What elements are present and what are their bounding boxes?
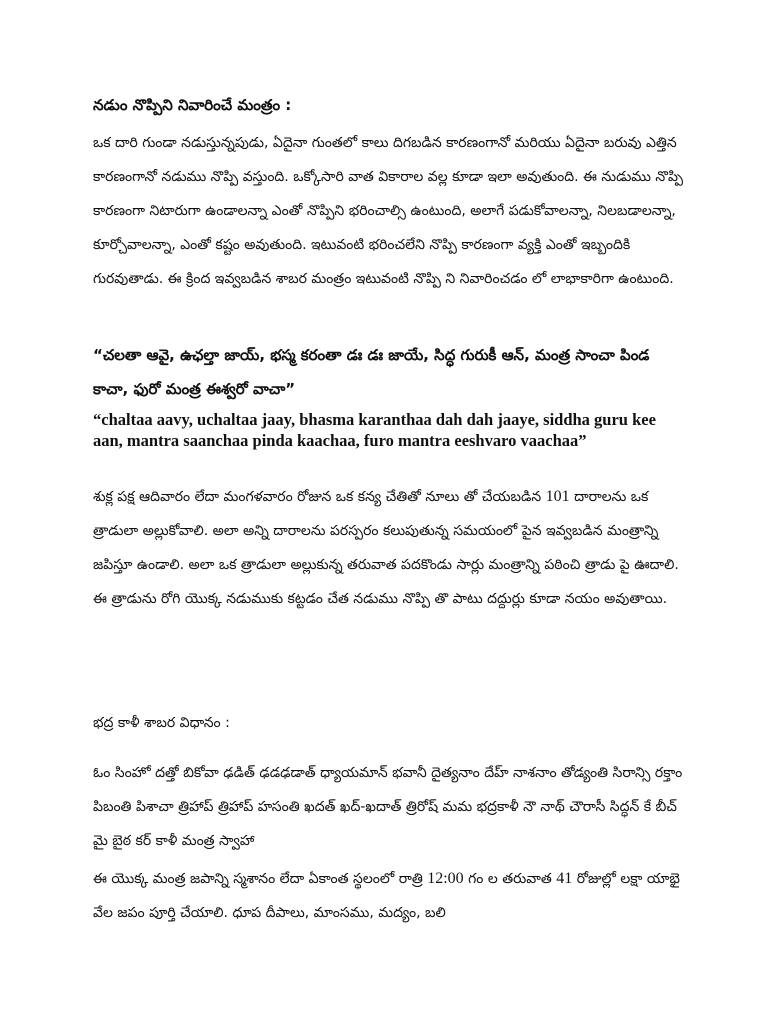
paragraph-back-pain-intro: ఒక దారి గుండా నడుస్తున్నపుడు, ఏదైనా గుంతలో కాలు దిగబడిన కారణంగానో మరియు ఏదైనా బరువు ఎత్తిన కారణంగానో నడుము నొప్పి వస్తుంది. ఒక్కోసారి వాత వికారాల వల్ల కూడా ఇలా అవుతుంది. ఈ నుడుము నొప్పి కారణంగా నిటారుగా ఉండాలన్నా ఎంతో నొప్పిని భరించాల్సి ఉంటుంది, అలాగే పడుకోవాలన్నా, నిలబడాలన్నా, కూర్చోవాలన్నా, ఎంతో కష్టం అవుతుంది. ఇటువంటి భరించలేని నొప్పి కారణంగా వ్యక్తి ఎంతో ఇబ్బందికి గురవుతాడు. ఈ క్రింద ఇవ్వబడిన శాబర మంత్రం ఇటువంటి నొప్పి ని నివారించడం లో లాభాకారిగా ఉంటుంది. (93, 135, 684, 287)
paragraph-japa-instructions (93, 862, 687, 930)
section-heading-back-pain-mantra: నడుం నొప్పిని నివారించే మంత్రం : (93, 96, 292, 114)
paragraph-japa-text-a: ఈ యొక్క మంత్ర జపాన్ని స్మశానం లేదా ఏకాంత స్థలంలో రాత్రి (93, 871, 428, 887)
paragraph-japa-text-c: రోజుల్లో లక్షా యాభై వేల జపం పూర్తి చేయాలి. ధూప దీపాలు, మాంసము, మద్యం, బలి (93, 871, 680, 921)
paragraph-japa-text-b: గం ల తరువాత (463, 871, 557, 887)
paragraph-thread-ritual-text-b: దారాలను ఒక త్రాడులా అల్లుకోవాలి. అలా అన్ని దారాలను పరస్పరం కలుపుతున్న సమయంలో పైన ఇవ్వబడిన మంత్రాన్ని జపిస్తూ ఉండాలి. అలా ఒక త్రాడులా అల్లుకున్న తరువాత పదకొండు సార్లు మంత్రాన్ని పఠించి త్రాడు పై ఊదాలి. ఈ త్రాడును రోగి యొక్క నడుముకు కట్టడం చేత నడుము నొప్పి తొ పాటు దద్దుర్లు కూడా నయం అవుతాయి. (93, 489, 679, 607)
thread-count-number: 101 (545, 488, 570, 505)
section-heading-bhadrakali-method: భద్ర కాళీ శాబర విధానం : (93, 715, 230, 731)
mantra-telugu-text: “చలతా ఆవై, ఉఛల్తా జాయ్, భస్మ కరంతా డః డః జాయే, సిద్ధ గురుకీ ఆన్, మంత్ర సాంచా పిండ కాచా, ఫురో మంత్ర ఈశ్వరో వాచా” (93, 346, 650, 398)
mantra-transliteration-text: “chaltaa aavy, uchaltaa jaay, bhasma karanthaa dah dah jaaye, siddha guru kee aan, mantra saanchaa pinda kaachaa, furo mantra eeshvaro vaachaa” (93, 410, 656, 450)
paragraph-thread-ritual-text-a: శుక్ల పక్ష ఆదివారం లేదా మంగళవారం రోజున ఒక కన్య చేతితో నూలు తో చేయబడిన (93, 489, 546, 505)
japa-time-value: 12:00 (427, 870, 464, 887)
japa-days-value: 41 (556, 870, 573, 887)
paragraph-thread-ritual (93, 480, 687, 616)
bhadrakali-mantra-text: ఓం సింహో దత్తో బికోవా ఢడిత్ ఢడఢడాత్ ధ్యాయమాన్ భవానీ దైత్యనాం దేహ్ నాశనాం తోడ్యంతి సిరాన్సి రక్తాం పిబంతి పిశాచా త్రిహాప్ త్రిహాప్ హసంతి ఖదత్ ఖద్-ఖదాత్ త్రిరోష్ మమ భద్రకాళీ నౌ నాథ్ చౌరాసీ సిద్ధన్ కే బీచ్ మై బైఠ కర్ కాళీ మంత్ర స్వాహా (93, 765, 683, 849)
